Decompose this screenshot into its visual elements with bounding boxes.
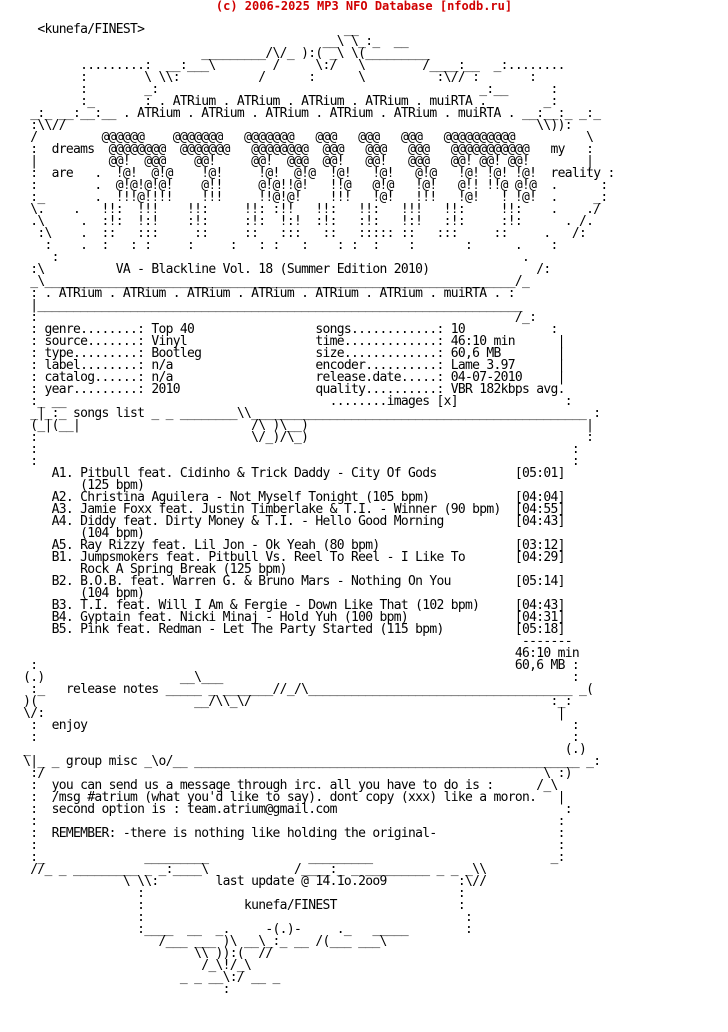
- nfo-line: B2. B.O.B. feat. Warren G. & Bruno Mars - Nothing On You [05:14]: [16, 574, 565, 589]
- nfo-line: :\\// \\)):: [16, 118, 572, 133]
- nfo-line: B1. Jumpsmokers feat. Pitbull Vs. Reel To Reel - I Like To [04:29]: [16, 550, 565, 565]
- nfo-line: :____ __ _. -(.)- ._ _____ :: [16, 922, 473, 937]
- nfo-line: 46:10 min: [16, 646, 580, 661]
- nfo-line: : catalog......: n/a release.date.....: 04-07-2010 |: [16, 370, 565, 385]
- nfo-line: _\__________________________________________________________________/_: [16, 274, 530, 289]
- nfo-line: \ \\: last update @ 14.1o.2oo9 :\//: [16, 874, 487, 889]
- nfo-line: /_\!/_\: [16, 958, 252, 973]
- nfo-line: .\ . :!: !:! :!: :!: !:! :!: :!: !:! :!: :!: . /.: [16, 214, 594, 229]
- nfo-line: :\ VA - Blackline Vol. 18 (Summer Edition 2010) /:: [16, 262, 551, 277]
- nfo-line: (_|(__| /\ )\__) |: [16, 418, 594, 433]
- nfo-line: _|_:_ songs list _ _ ________\\_______________________________________________ :: [16, 406, 601, 421]
- nfo-line: :/ \ :): [16, 766, 572, 781]
- nfo-line: Rock A Spring Break (125 bpm): [16, 562, 287, 577]
- nfo-line: :_ __ ........images [x] :: [16, 394, 572, 409]
- nfo-line: _:_ __:__:__ . ATRium . ATRium . ATRium . ATRium . ATRium . muiRTA . __:__:_ _:_: [16, 106, 601, 121]
- nfo-line: B5. Pink feat. Redman - Let The Party Started (115 bpm) [05:18]: [16, 622, 565, 637]
- nfo-line: \. . !!: !!! !!: !!: :!! !!: !!: !!! !!: !!: . ./: [16, 202, 601, 217]
- nfo-line: .........: __:___\ / \:/ \ /____:__ _:........: [16, 58, 565, 73]
- nfo-line: : kunefa/FINEST :: [16, 898, 465, 913]
- nfo-line: __\ \_:_ __: [16, 34, 408, 49]
- nfo-line: (104 bpm): [16, 526, 145, 541]
- nfo-line: |____________________________________________________________________: [16, 298, 522, 313]
- nfo-line: \|_ _ group misc _\o/__ ______________________________________________________ _:: [16, 754, 601, 769]
- nfo-line: A1. Pitbull feat. Cidinho & Trick Daddy - City Of Gods [05:01]: [16, 466, 565, 481]
- nfo-line: : :: [16, 442, 580, 457]
- nfo-line: : source.......: Vinyl time.............: 46:10 min |: [16, 334, 565, 349]
- nfo-line: \/: |: [16, 706, 565, 721]
- nfo-line: :_ release notes _____ _ _______//_/\_____________________________________ _(: [16, 682, 594, 697]
- nfo-line: : :: [16, 814, 565, 829]
- nfo-line: : are . !@! @!@ !@! !@! @!@ !@! !@! @!@ !@! !@! !@! reality :: [16, 166, 615, 181]
- nfo-line: _ (.): [16, 742, 587, 757]
- nfo-line: :\ . :: ::: :: :: ::: :: ::::: :: ::: :: . /:: [16, 226, 587, 241]
- nfo-line: <kunefa/FINEST> __: [16, 22, 359, 37]
- nfo-line: : :: [16, 454, 580, 469]
- nfo-line: A3. Jamie Foxx feat. Justin Timberlake & T.I. - Winner (90 bpm) [04:55]: [16, 502, 565, 517]
- nfo-line: : /_:: [16, 310, 537, 325]
- nfo-line: B3. T.I. feat. Will I Am & Fergie - Down Like That (102 bpm) [04:43]: [16, 598, 565, 613]
- nfo-line: : you can send us a message through irc. all you have to do is : /_\: [16, 778, 558, 793]
- nfo-line: : . ATRium . ATRium . ATRium . ATRium . ATRium . ATRium . muiRTA . :: [16, 286, 515, 301]
- nfo-line: :_ . !!!@!!!! !!! !!@!@! !!! !@! !!! !@! ! !@! . _:: [16, 190, 608, 205]
- nfo-line: : \ \\: / : \ :\// : :: [16, 70, 537, 85]
- nfo-line: :_ : . ATRium . ATRium . ATRium . ATRium . muiRTA . _:: [16, 94, 558, 109]
- nfo-line: : :: [16, 910, 473, 925]
- nfo-line: -------: [16, 634, 572, 649]
- nfo-line: : REMEMBER: -there is nothing like holding the original- :: [16, 826, 565, 841]
- nfo-line: (125 bpm): [16, 478, 145, 493]
- nfo-line: :_ _________ _________ _:: [16, 850, 565, 865]
- nfo-line: : genre........: Top 40 songs............: 10 :: [16, 322, 558, 337]
- nfo-line: : :: [16, 730, 580, 745]
- nfo-line: : . @!@!@!@! @!! @!@!!@! !!@ @!@ !@! @!! !!@ @!@ . :: [16, 178, 608, 193]
- nfo-document: [16, 12, 615, 996]
- nfo-line: A4. Diddy feat. Dirty Money & T.I. - Hello Good Morning [04:43]: [16, 514, 565, 529]
- nfo-line: /___ ___ )\ __\_:_ __ /(___ ___\: [16, 934, 387, 949]
- nfo-line: :: [16, 982, 230, 997]
- nfo-line: _ _ __\:/ __ _: [16, 970, 280, 985]
- nfo-line: \\ )):( //: [16, 946, 273, 961]
- site-header: (c) 2006-2025 MP3 NFO Database [nfodb.ru]: [215, 0, 513, 13]
- nfo-line: : 60,6 MB :: [16, 658, 580, 673]
- nfo-line: A2. Christina Aguilera - Not Myself Tonight (105 bpm) [04:04]: [16, 490, 565, 505]
- nfo-line: : type.........: Bootleg size.............: 60,6 MB |: [16, 346, 565, 361]
- nfo-line: (.) __\___ :: [16, 670, 580, 685]
- nfo-line: : /msg #atrium (what you'd like to say). dont copy (xxx) like a moron. |: [16, 790, 565, 805]
- nfo-line: : enjoy :: [16, 718, 580, 733]
- nfo-line: : second option is : team.atrium@gmail.com :: [16, 802, 572, 817]
- nfo-line: : year.........: 2010 quality..........: VBR 182kbps avg.: [16, 382, 565, 397]
- nfo-line: : dreams @@@@@@@@ @@@@@@@ @@@@@@@@ @@@ @@@ @@@ @@@@@@@@@@@ my :: [16, 142, 594, 157]
- nfo-line: _________/\/_ ):( _\ \(_________: [16, 46, 430, 61]
- nfo-line: : . : : : : : : : : : : : : : . :: [16, 238, 558, 253]
- nfo-line: / @@@@@@ @@@@@@@ @@@@@@@ @@@ @@@ @@@ @@@@@@@@@@ \: [16, 130, 594, 145]
- nfo-line: A5. Ray Rizzy feat. Lil Jon - Ok Yeah (80 bpm) [03:12]: [16, 538, 565, 553]
- nfo-line: : label........: n/a encoder..........: Lame 3.97 |: [16, 358, 565, 373]
- nfo-line: )( __/\\_\/ :_:: [16, 694, 572, 709]
- nfo-line: : :: [16, 838, 565, 853]
- nfo-line: : :: [16, 886, 465, 901]
- nfo-line: | @@! @@@ @@! @@! @@@ @@! @@! @@@ @@! @@! @@! |: [16, 154, 594, 169]
- nfo-line: : \/_)/\_) :: [16, 430, 594, 445]
- nfo-line: : _: _:__ :: [16, 82, 558, 97]
- nfo-line: : .: [16, 250, 530, 265]
- nfo-line: //_ _ _________ _ _:____\ /____:_ _ _________ _ _ _\\: [16, 862, 487, 877]
- nfo-line: B4. Gyptain feat. Nicki Minaj - Hold Yuh (100 bpm) [04:31]: [16, 610, 565, 625]
- nfo-line: (104 bpm): [16, 586, 145, 601]
